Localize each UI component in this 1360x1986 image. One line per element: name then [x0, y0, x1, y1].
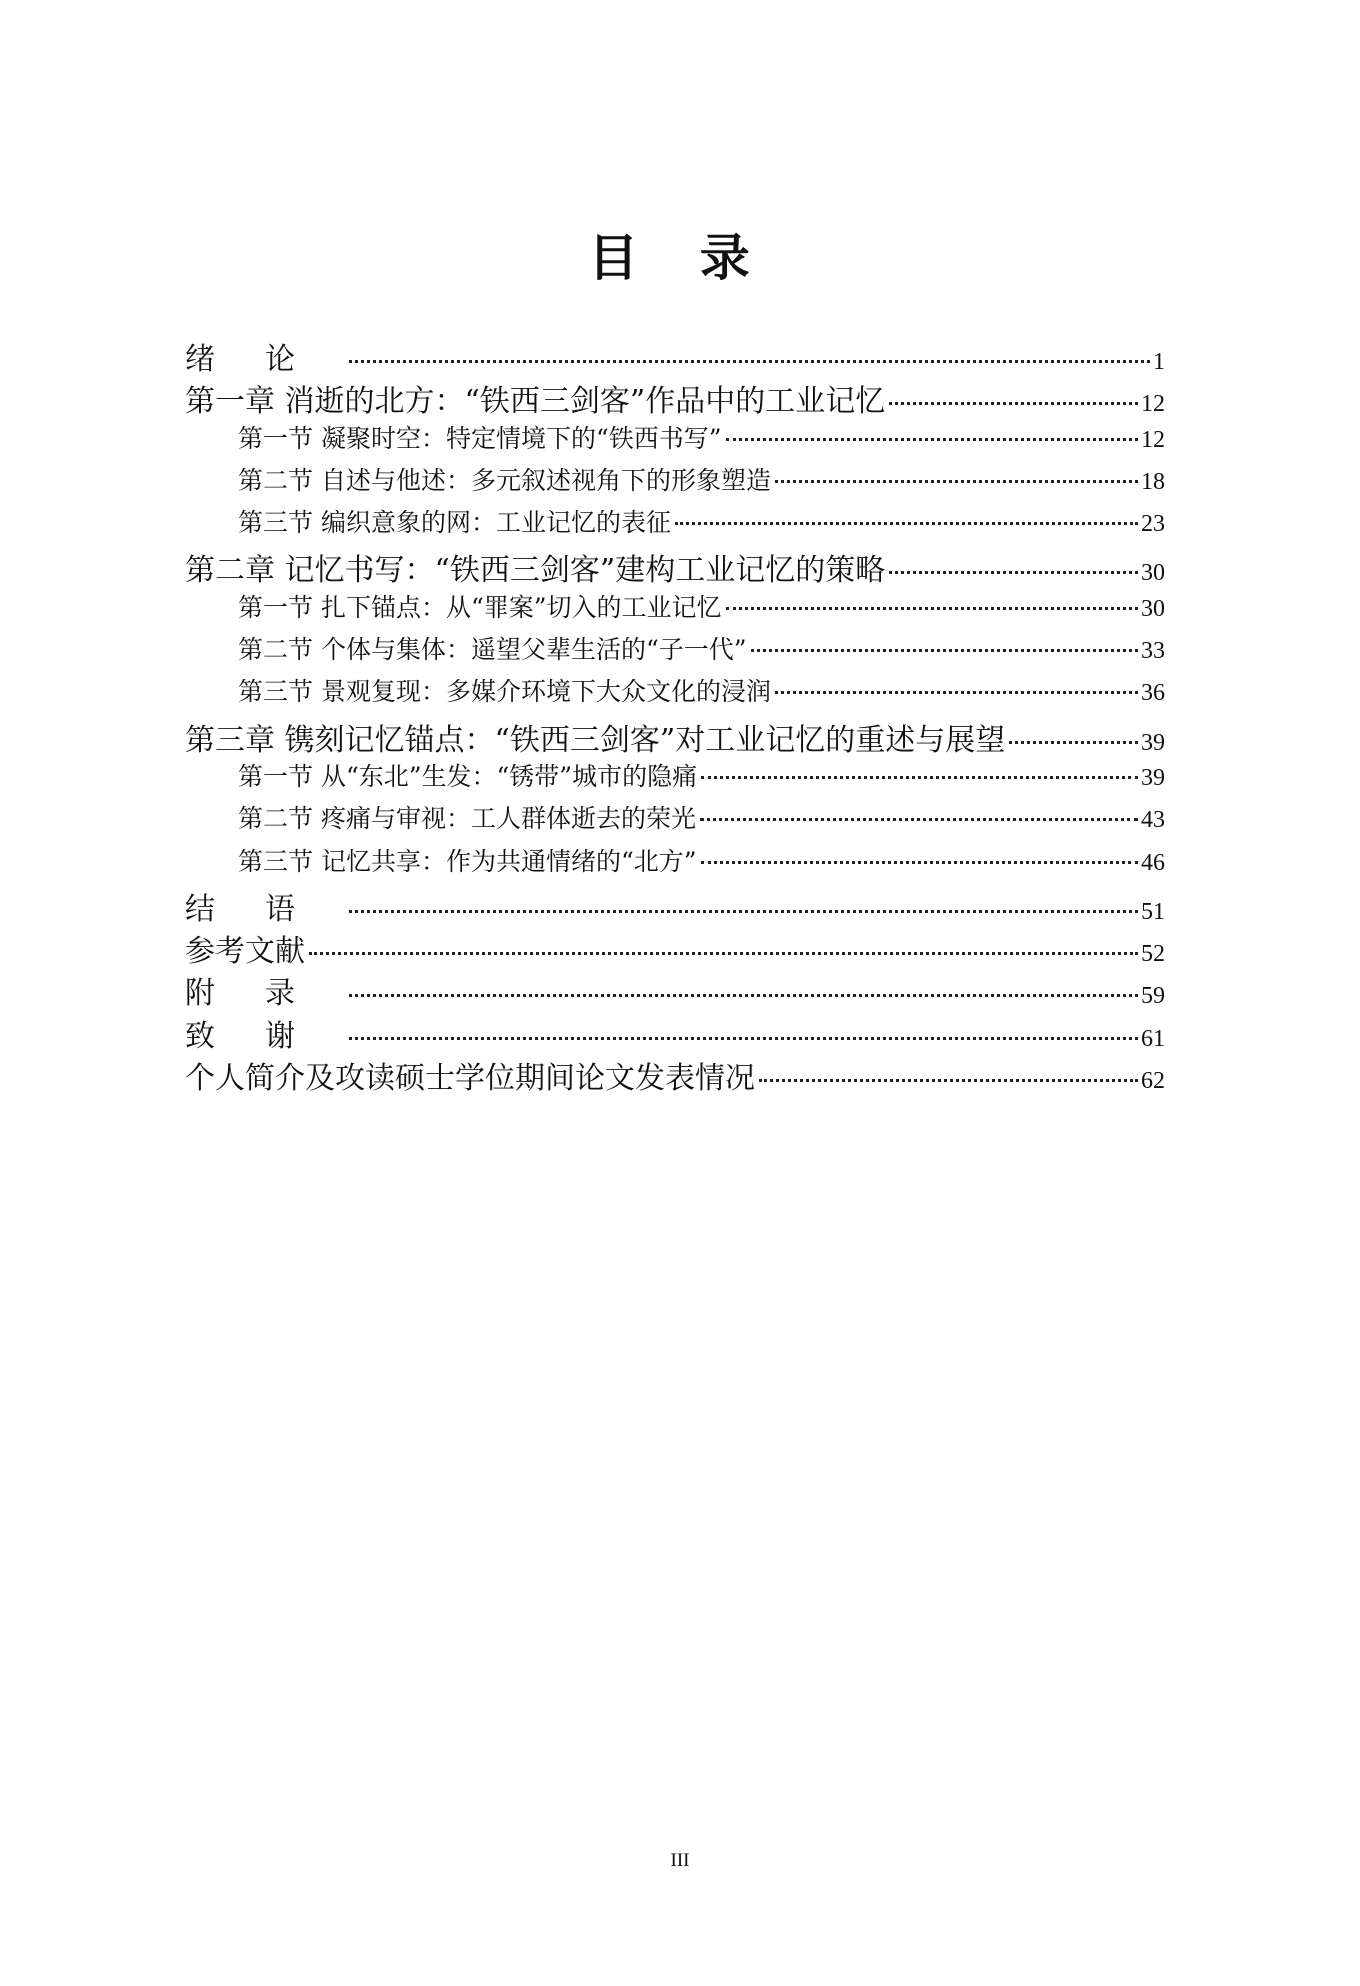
- toc-leader-dots: [1009, 741, 1138, 744]
- toc-entry-references[interactable]: [185, 926, 1165, 968]
- toc-entry-page: 1: [1153, 349, 1165, 375]
- table-of-contents: [185, 334, 1165, 1095]
- toc-entry-label: 第一节 凝聚时空：特定情境下的“铁西书写”: [238, 423, 722, 453]
- toc-entry-chapter-2-section-3[interactable]: [185, 672, 1165, 714]
- toc-entry-page: 33: [1141, 638, 1165, 665]
- toc-entry-chapter-2-section-2[interactable]: [185, 630, 1165, 672]
- toc-leader-dots: [889, 571, 1138, 574]
- toc-leader-dots: [775, 480, 1138, 483]
- toc-entry-label: 第二节 自述与他述：多元叙述视角下的形象塑造: [238, 465, 771, 495]
- toc-entry-conclusion[interactable]: [185, 884, 1165, 926]
- toc-entry-chapter-3-section-2[interactable]: [185, 799, 1165, 841]
- toc-leader-dots: [309, 952, 1138, 955]
- toc-entry-chapter-1[interactable]: [185, 376, 1165, 418]
- toc-leader-dots: [726, 607, 1138, 610]
- toc-entry-label: 附录: [185, 976, 345, 1012]
- toc-entry-page: 39: [1141, 729, 1165, 756]
- toc-entry-chapter-2[interactable]: [185, 545, 1165, 587]
- toc-entry-page: 12: [1141, 391, 1165, 418]
- toc-leader-dots: [675, 522, 1138, 525]
- toc-leader-dots: [751, 649, 1138, 652]
- toc-entry-label: 参考文献: [185, 934, 305, 970]
- toc-entry-label: 第二节 个体与集体：遥望父辈生活的“子一代”: [238, 635, 747, 665]
- toc-entry-label: 第二节 疼痛与审视：工人群体逝去的荣光: [238, 804, 696, 834]
- toc-entry-label: 第一节 从“东北”生发：“锈带”城市的隐痛: [238, 761, 698, 791]
- toc-entry-appendix[interactable]: [185, 968, 1165, 1010]
- toc-entry-label: 第一章 消逝的北方：“铁西三剑客”作品中的工业记忆: [185, 384, 886, 420]
- toc-leader-dots: [700, 818, 1138, 821]
- toc-entry-acknowledgements[interactable]: [185, 1011, 1165, 1053]
- toc-entry-label: 致谢: [185, 1018, 345, 1054]
- toc-entry-page: 51: [1141, 898, 1165, 925]
- toc-entry-page: 62: [1141, 1068, 1165, 1095]
- toc-entry-label: 第三节 记忆共享：作为共通情绪的“北方”: [238, 846, 697, 876]
- toc-entry-label: 个人简介及攻读硕士学位期间论文发表情况: [185, 1061, 755, 1097]
- toc-entry-page: 61: [1141, 1025, 1165, 1052]
- toc-entry-label: 结语: [185, 891, 345, 927]
- toc-leader-dots: [349, 910, 1138, 913]
- toc-entry-chapter-3[interactable]: [185, 715, 1165, 757]
- toc-entry-page: 30: [1141, 560, 1165, 587]
- toc-entry-chapter-1-section-2[interactable]: [185, 461, 1165, 503]
- toc-entry-label: 第二章 记忆书写：“铁西三剑客”建构工业记忆的策略: [185, 553, 886, 589]
- toc-entry-page: 12: [1141, 426, 1165, 453]
- toc-leader-dots: [349, 1037, 1138, 1040]
- toc-entry-page: 18: [1141, 468, 1165, 495]
- toc-leader-dots: [701, 776, 1138, 779]
- toc-leader-dots: [349, 994, 1138, 997]
- toc-entry-label: 绪论: [185, 342, 345, 377]
- toc-entry-page: 46: [1141, 849, 1165, 876]
- toc-entry-page: 43: [1141, 807, 1165, 834]
- toc-leader-dots: [759, 1079, 1138, 1082]
- toc-leader-dots: [349, 360, 1150, 363]
- toc-entry-introduction[interactable]: [185, 334, 1165, 376]
- toc-entry-page: 30: [1141, 595, 1165, 622]
- toc-entry-chapter-3-section-3[interactable]: [185, 842, 1165, 884]
- toc-leader-dots: [726, 438, 1138, 441]
- toc-entry-label: 第三章 镌刻记忆锚点：“铁西三剑客”对工业记忆的重述与展望: [185, 722, 1006, 758]
- toc-entry-chapter-1-section-3[interactable]: [185, 503, 1165, 545]
- toc-entry-page: 36: [1141, 680, 1165, 707]
- toc-entry-label: 第三节 景观复现：多媒介环境下大众文化的浸润: [238, 677, 771, 707]
- toc-entry-chapter-1-section-1[interactable]: [185, 419, 1165, 461]
- toc-entry-chapter-3-section-1[interactable]: [185, 757, 1165, 799]
- page-number: III: [670, 1850, 690, 1871]
- toc-entry-page: 59: [1141, 983, 1165, 1010]
- toc-leader-dots: [889, 402, 1138, 405]
- page-title: 目 录: [588, 229, 772, 287]
- toc-entry-label: 第一节 扎下锚点：从“罪案”切入的工业记忆: [238, 592, 722, 622]
- toc-entry-label: 第三节 编织意象的网：工业记忆的表征: [238, 508, 671, 538]
- toc-entry-author-profile[interactable]: [185, 1053, 1165, 1095]
- toc-entry-chapter-2-section-1[interactable]: [185, 588, 1165, 630]
- toc-entry-page: 39: [1141, 764, 1165, 791]
- toc-entry-page: 52: [1141, 941, 1165, 968]
- toc-entry-page: 23: [1141, 511, 1165, 538]
- toc-leader-dots: [701, 861, 1138, 864]
- toc-leader-dots: [775, 691, 1138, 694]
